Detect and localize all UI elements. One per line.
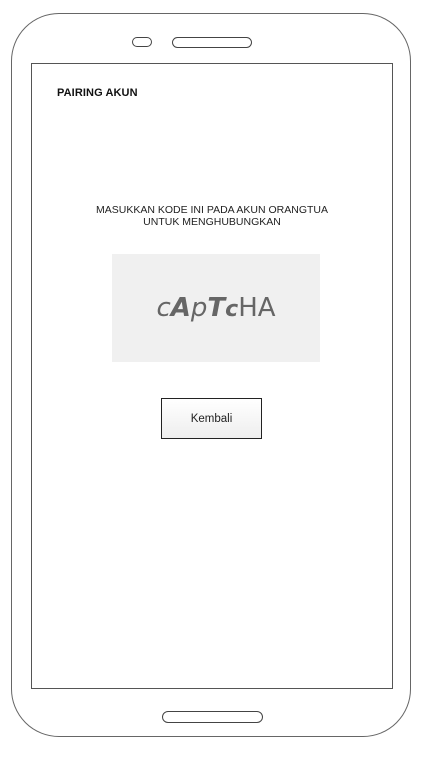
camera-icon bbox=[132, 37, 152, 47]
back-button[interactable]: Kembali bbox=[161, 398, 262, 439]
captcha-code bbox=[156, 293, 275, 323]
captcha-char: H bbox=[238, 293, 258, 323]
instruction-line-1: MASUKKAN KODE INI PADA AKUN ORANGTUA bbox=[95, 204, 329, 216]
speaker-icon bbox=[172, 37, 252, 48]
captcha-char: A bbox=[170, 293, 191, 323]
captcha-char: T bbox=[207, 293, 226, 323]
pairing-instruction bbox=[32, 204, 392, 228]
page-title: PAIRING AKUN bbox=[57, 87, 138, 99]
captcha-char: p bbox=[190, 293, 208, 323]
captcha-image bbox=[112, 254, 320, 362]
instruction-line-2: UNTUK MENGHUBUNGKAN bbox=[143, 216, 281, 228]
captcha-char: c bbox=[225, 297, 239, 322]
captcha-char: A bbox=[257, 293, 276, 323]
captcha-char: c bbox=[156, 293, 171, 323]
home-button[interactable] bbox=[162, 711, 263, 723]
phone-screen bbox=[31, 63, 393, 689]
